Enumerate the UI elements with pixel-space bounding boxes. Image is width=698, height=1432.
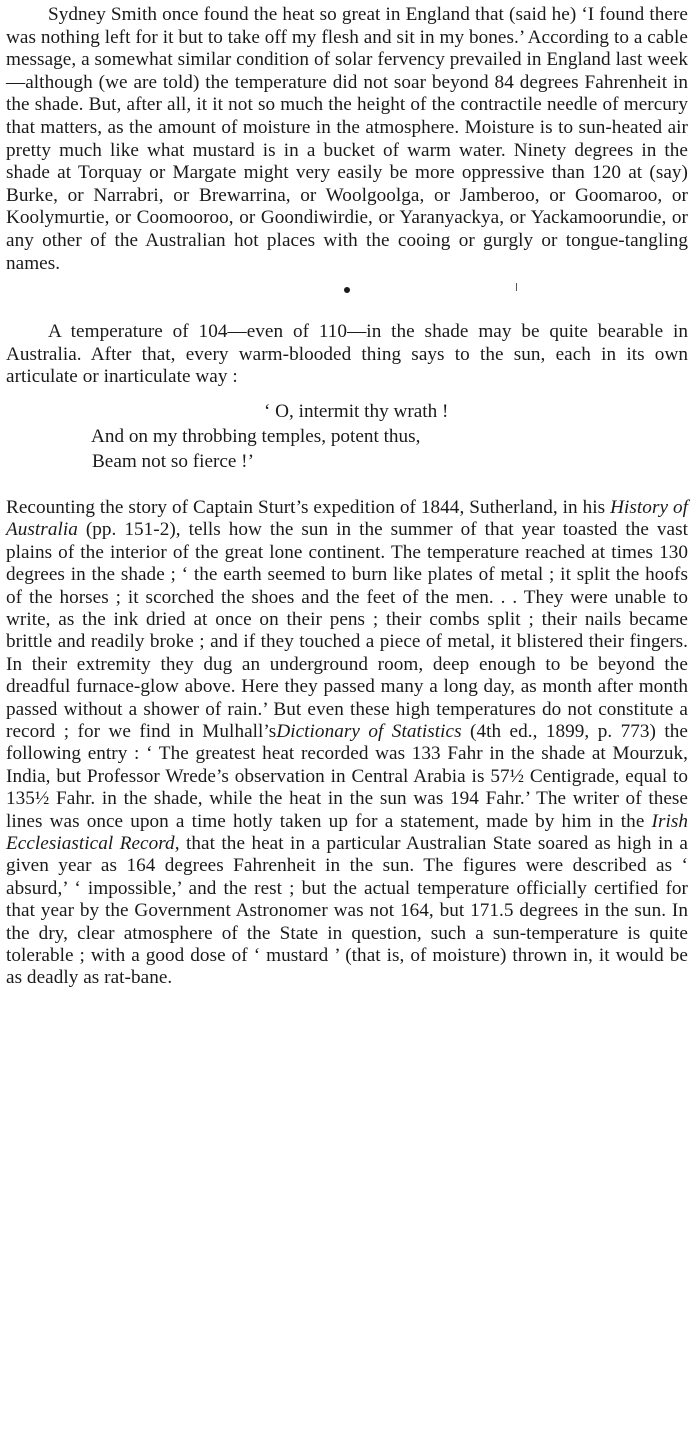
paragraph-captain-sturt bbox=[6, 497, 688, 990]
journal-title-irish-ecclesiastical-record: Irish Ecclesiastical Record, bbox=[6, 810, 688, 854]
paragraph-3-text-2: (pp. 151-2), tells how the sun in the summer of that year toasted the vast plains of the interior of the great lone continent. The temperature reached at times 130 degrees in the shade ; ‘ the earth seemed to burn like plates of metal ; it split the hoofs of the horses ; it scorched the shoes and the feet of the men. . . They were unable to write, as the ink dried at once on their pens ; their combs split ; their nails became brittle and readily broke ; and if they touched a piece of metal, it blistered their fingers. In their extremity they dug an underground room, deep enough to be beyond the dreadful furnace-glow above. Here they passed many a long day, as month after month passed without a shower of rain.’ But even these high temperatures do not constitute a record ; for we find in Mulhall’s bbox=[6, 519, 688, 742]
verse-line-1: ‘ O, intermit thy wrath ! bbox=[264, 400, 449, 422]
paragraph-3-text-3: (4th ed., 1899, p. 773) the following entry : ‘ The greatest heat recorded was 133 Fahr in the shade at Mourzuk, India, but Professor Wrede’s observation in Central Arabia is 57½ Centigrade, equal to 135½ Fahr. in the shade, while the heat in the sun was 194 Fahr.’ The writer of these lines was once upon a time hotly taken up for a statement, made by him in the bbox=[6, 720, 688, 832]
paragraph-sydney-smith: Sydney Smith once found the heat so great in England that (said he) ‘I found there was nothing left for it but to take off my flesh and sit in my bones.’ According to a cable message, a somewhat similar condition of solar fervency prevailed in England last week—although (we are told) the temperature did not soar beyond 84 degrees Fahrenheit in the shade. But, after all, it it not so much the height of the contractile needle of mercury that matters, as the amount of moisture in the atmosphere. Moisture is to sun-heated air pretty much like what mustard is in a bucket of warm water. Ninety degrees in the shade at Torquay or Margate might very easily be more oppressive than 120 at (say) Burke, or Narrabri, or Brewarrina, or Woolgoolga, or Jamberoo, or Goomaroo, or Koolymurtie, or Coomooroo, or Goondiwirdie, or Yaranyackya, or Yackamoorundie, or any other of the Australian hot places with the cooing or gurgly or tongue-tangling names. bbox=[6, 4, 688, 274]
verse-quotation bbox=[6, 399, 688, 474]
paragraph-3-text-1: Recounting the story of Captain Sturt’s expedition of 1844, Sutherland, in his bbox=[6, 496, 611, 518]
verse-line-2: And on my throbbing temples, potent thus, bbox=[91, 425, 421, 447]
verse-line-3: Beam not so fierce !’ bbox=[92, 450, 254, 472]
separator-mark bbox=[516, 283, 517, 291]
paragraph-australian-temperature: A temperature of 104—even of 110—in the shade may be quite bearable in Australia. After that, every warm-blooded thing says to the sun, each in its own articulate or inarticulate way : bbox=[6, 321, 688, 388]
separator-dot bbox=[344, 287, 350, 293]
section-separator bbox=[6, 275, 688, 321]
book-title-dictionary-of-statistics: Dictionary of Statistics bbox=[276, 720, 462, 742]
book-title-history-of-australia: History of Australia bbox=[6, 496, 688, 541]
paragraph-3-text-4: that the heat in a particular Australian State soared as high in a given year as 164 degrees Fahrenheit in the sun. The figures were described as ‘ absurd,’ ‘ impossible,’ and the rest ; but the actual temperature officially certified for that year by the Government Astronomer was not 164, but 171.5 degrees in the sun. In the dry, clear atmosphere of the State in question, such a sun-temperature is quite tolerable ; with a good dose of ‘ mustard ’ (that is, of moisture) thrown in, it would be as deadly as rat-bane. bbox=[6, 833, 688, 989]
